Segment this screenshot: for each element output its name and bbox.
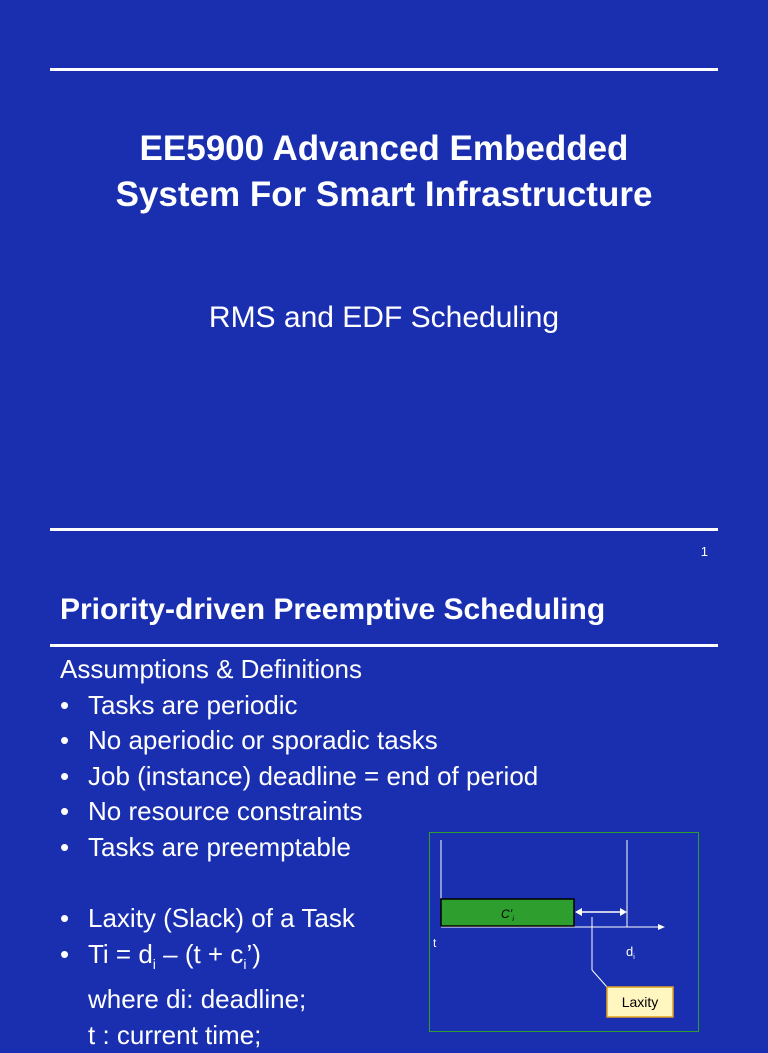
slide-title-line-2: System For Smart Infrastructure xyxy=(115,175,653,214)
bullet-glyph: • xyxy=(60,796,70,826)
bullet-glyph: • xyxy=(60,760,70,791)
bullet-glyph: • xyxy=(60,689,70,720)
list-item-text: No resource constraints xyxy=(88,796,363,826)
laxity-callout-line-2 xyxy=(592,970,607,987)
laxity-arrow-left-head xyxy=(575,908,582,916)
bullet-glyph: • xyxy=(60,831,70,862)
laxity-arrow-right-head xyxy=(620,908,627,916)
page-number: 1 xyxy=(700,544,708,559)
formula-prefix: Ti = d xyxy=(88,938,153,969)
laxity-diagram-svg xyxy=(429,832,699,1032)
formula-suffix: ’) xyxy=(246,938,261,969)
slide-title xyxy=(0,126,768,218)
formula-middle: – (t + c xyxy=(155,938,244,969)
time-axis-arrowhead xyxy=(658,924,665,930)
list-item xyxy=(60,723,438,759)
deadline-label-main: d xyxy=(626,944,634,959)
t-label: t xyxy=(433,936,437,950)
spacer xyxy=(60,865,430,901)
title-divider xyxy=(50,644,718,647)
formula-sub-d: i xyxy=(152,955,156,972)
partial-line: t : current time; xyxy=(88,1019,262,1050)
where-line: where di: deadline; xyxy=(88,984,307,1015)
bullet-glyph: • xyxy=(60,938,70,969)
formula-item xyxy=(60,937,430,983)
deadline-label-sub: i xyxy=(633,954,635,961)
list-item-text: Tasks are preemptable xyxy=(88,831,352,862)
top-divider xyxy=(50,68,718,71)
slide-title: Priority-driven Preemptive Scheduling xyxy=(60,593,606,626)
content-slide xyxy=(0,544,768,1050)
list-item-text: Job (instance) deadline = end of period xyxy=(88,760,539,791)
formula-sub-c: i xyxy=(243,955,247,972)
laxity-label: Laxity xyxy=(621,994,659,1010)
list-item xyxy=(60,830,430,866)
section-heading: Assumptions & Definitions xyxy=(60,654,363,684)
list-item xyxy=(60,759,539,795)
list-item-text: No aperiodic or sporadic tasks xyxy=(88,725,438,755)
slide-title-line-1: EE5900 Advanced Embedded xyxy=(139,129,629,168)
bar-label-main: C’ xyxy=(501,907,513,921)
bullet-glyph: • xyxy=(60,725,70,755)
list-item xyxy=(60,794,430,830)
list-item xyxy=(60,688,430,724)
deadline-label xyxy=(626,944,635,961)
list-item xyxy=(60,901,430,937)
list-item-text: Tasks are periodic xyxy=(88,689,298,720)
slide-body xyxy=(60,652,539,1053)
bar-label-sub: i xyxy=(512,916,514,923)
execution-bar-label xyxy=(501,907,514,923)
list-item-text: Laxity (Slack) of a Task xyxy=(88,903,355,933)
bottom-divider xyxy=(50,528,718,531)
bullet-glyph: • xyxy=(60,903,70,933)
slide-subtitle: RMS and EDF Scheduling xyxy=(208,301,560,334)
laxity-diagram xyxy=(429,832,699,1032)
